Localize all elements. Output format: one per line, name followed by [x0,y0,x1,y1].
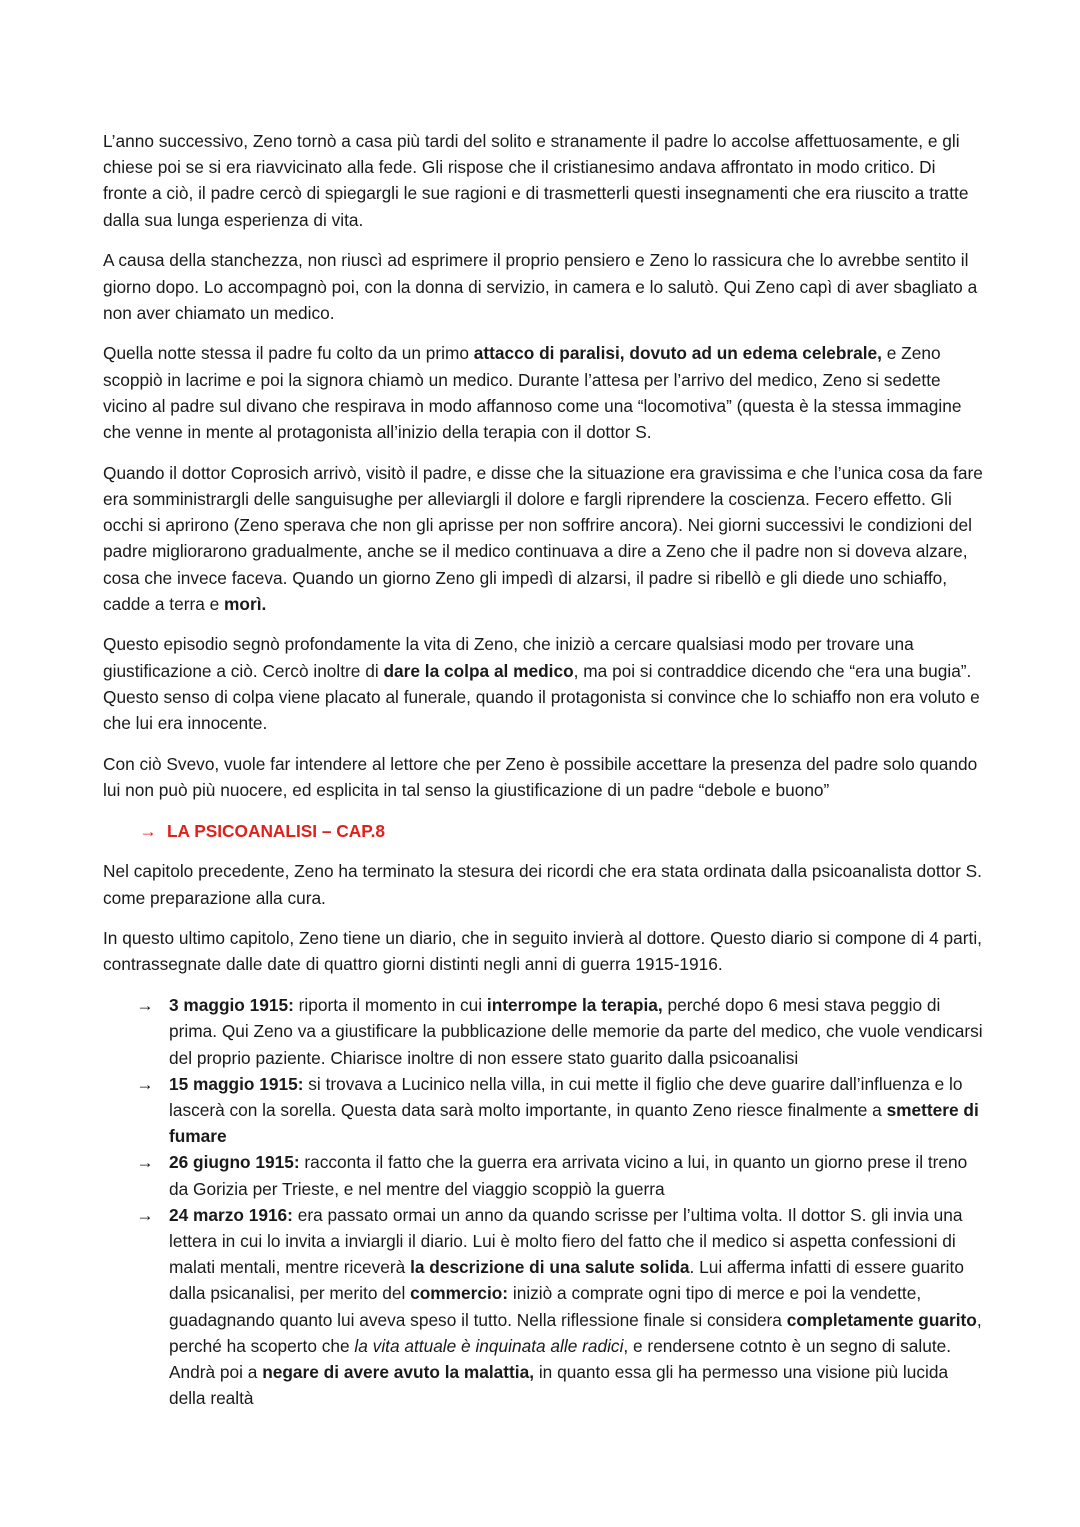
arrow-right-icon: → [139,820,157,841]
text-run: si trovava a Lucinico nella villa, in cui mette il figlio che deve guarire dall’influenza e lo lascerà con la sorella. Questa data sarà molto importante, in quanto Zeno riesce finalmente a [169,1073,963,1120]
paragraph [103,247,983,326]
bold-text: morì. [224,593,267,614]
text-run: In questo ultimo capitolo, Zeno tiene un diario, che in seguito invierà al dottore. Questo diario si compone di 4 parti, contrassegnate dalle date di quattro giorni distinti negli anni di guerra 1915-1916. [103,928,982,975]
bold-text: 24 marzo 1916: [169,1204,293,1225]
italic-text: la vita attuale è inquinata alle radici [354,1335,624,1356]
paragraph [103,340,983,445]
paragraph [103,631,983,736]
text-run: Nel capitolo precedente, Zeno ha terminato la stesura dei ricordi che era stata ordinata dalla psicoanalista dottor S. come preparazione alla cura. [103,861,982,908]
section-title: LA PSICOANALISI – CAP.8 [167,820,385,841]
bold-text: 3 maggio 1915: [169,995,294,1016]
text-run: , ma poi si contraddice dicendo che “era una bugia”. Questo senso di colpa viene placato al funerale, quando il protagonista si convince che lo schiaffo non era voluto e che lui era innocente. [103,660,980,734]
text-run: racconta il fatto che la guerra era arrivata vicino a lui, in quanto un giorno prese il treno da Gorizia per Trieste, e nel mentre del viaggio scoppiò la guerra [169,1152,968,1199]
diary-entry [103,992,983,1071]
text-run: A causa della stanchezza, non riuscì ad esprimere il proprio pensiero e Zeno lo rassicura che lo avrebbe sentito il giorno dopo. Lo accompagnò poi, con la donna di servizio, in camera e lo salutò. Qui Zeno capì di aver sbagliato a non aver chiamato un medico. [103,250,978,323]
text-run: Quella notte stessa il padre fu colto da un primo [103,343,474,364]
diary-entry [103,1149,983,1201]
text-run: , perché ha scoperto che [169,1309,982,1356]
text-run: iniziò a comprate ogni tipo di merce e poi la vendette, guadagnando quanto lui aveva speso il tutto. Nella riflessione finale si considera [169,1283,922,1330]
text-run: perché dopo 6 mesi stava peggio di prima. Qui Zeno va a giustificare la pubblicazione delle memorie da parte del medico, che vuole vendicarsi del proprio paziente. Chiarisce inoltre di non essere stato guarito dalla psicoanalisi [169,995,983,1068]
text-run: . Lui afferma infatti di essere guarito dalla psicanalisi, per merito del [169,1257,964,1304]
bold-text: interrompe la terapia, [486,995,663,1016]
bold-text: commercio: [410,1283,509,1304]
section-paragraphs [103,858,983,977]
bold-text: negare di avere avuto la malattia, [262,1362,535,1383]
diary-entry [103,1071,983,1150]
arrow-right-icon: → [136,1152,154,1173]
paragraph [103,925,983,977]
arrow-right-icon: → [136,1204,154,1225]
bold-text: smettere di fumare [169,1100,979,1147]
text-run: riporta il momento in cui [293,995,487,1016]
diary-entries-list [103,992,983,1411]
text-run: in quanto essa gli ha permesso una visione più lucida della realtà [169,1362,949,1409]
diary-entry [103,1202,983,1412]
paragraph [103,460,983,617]
text-run: Con ciò Svevo, vuole far intendere al lettore che per Zeno è possibile accettare la presenza del padre solo quando lui non può più nuocere, ed esplicita in tal senso la giustificazione di un padre “debole e buono” [103,753,978,800]
text-run: Questo episodio segnò profondamente la vita di Zeno, che iniziò a cercare qualsiasi modo per trovare una giustificazione a ciò. Cercò inoltre di [103,634,914,681]
bold-text: la descrizione di una salute solida [410,1257,690,1278]
text-run: e Zeno scoppiò in lacrime e poi la signora chiamò un medico. Durante l’attesa per l’arrivo del medico, Zeno si sedette vicino al padre sul divano che respirava in modo affannoso come una “locomotiva” (questa è la stessa immagine che venne in mente al protagonista all’inizio della terapia con il dottor S. [103,343,962,443]
paragraph [103,128,983,233]
text-run: era passato ormai un anno da quando scrisse per l’ultima volta. Il dottor S. gli invia una lettera in cui lo invita a inviargli il diario. Lui è molto fiero del fatto che il medico si aspetta confessioni di malati mentali, mentre riceverà [169,1204,963,1278]
bold-text: completamente guarito [786,1309,977,1330]
text-run: , e rendersene cotnto è un segno di salute. Andrà poi a [169,1335,952,1383]
arrow-right-icon: → [136,1073,154,1094]
bold-text: 26 giugno 1915: [169,1152,300,1173]
intro-paragraphs [103,128,983,803]
section-heading [139,818,983,844]
text-run: Quando il dottor Coprosich arrivò, visitò il padre, e disse che la situazione era gravissima e che l’unica cosa da fare era somministrargli delle sanguisughe per alleviargli il dolore e fargli riprendere la coscienza. Fecero effetto. Gli occhi si aprirono (Zeno sperava che non gli aprisse per non soffrire ancora). Nei giorni successivi le condizioni del padre migliorarono gradualmente, anche se il medico continuava a dire a Zeno che il padre non si doveva alzare, cosa che invece faceva. Quando un giorno Zeno gli impedì di alzarsi, il padre si ribellò e gli diede uno schiaffo, cadde a terra e [103,462,983,614]
arrow-right-icon: → [136,995,154,1016]
bold-text: 15 maggio 1915: [169,1073,304,1094]
bold-text: attacco di paralisi, dovuto ad un edema celebrale, [473,343,882,364]
bold-text: dare la colpa al medico [383,660,574,681]
text-run: L’anno successivo, Zeno tornò a casa più tardi del solito e stranamente il padre lo accolse affettuosamente, e gli chiese poi se si era riavvicinato alla fede. Gli rispose che il cristianesimo andava affrontato in modo critico. Di fronte a ciò, il padre cercò di spiegargli le sue ragioni e di trasmetterli questi insegnamenti che era riuscito a tratte dalla sua lunga esperienza di vita. [103,131,969,230]
paragraph [103,751,983,803]
paragraph [103,858,983,910]
document-page [103,128,983,1411]
